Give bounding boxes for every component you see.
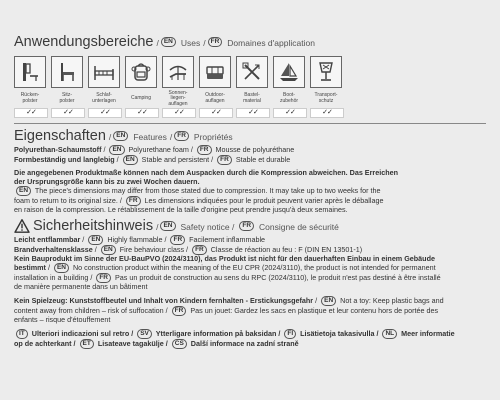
text-segment: enfants – risque d'étouffement <box>14 314 111 324</box>
text-line <box>14 263 486 273</box>
usage-item-label <box>162 90 194 108</box>
usage-item <box>125 56 157 118</box>
text-segment: Ulteriori indicazioni sul retro / <box>29 328 136 338</box>
subtitle-text: Safety notice / <box>180 221 235 232</box>
language-tag: EN <box>88 235 103 245</box>
usage-item-label-text: Rücken- polster <box>20 92 40 104</box>
language-tag: FR <box>170 235 185 245</box>
usage-item-label-text: Boot- zubehör <box>279 92 299 104</box>
text-segment: / <box>92 244 99 254</box>
language-tag: ET <box>80 339 94 349</box>
language-tag: SV <box>137 329 152 339</box>
usage-item-label <box>125 90 157 108</box>
safety-subtitle <box>153 217 339 235</box>
features-text <box>14 145 486 215</box>
language-tag: CS <box>172 339 187 349</box>
text-line <box>14 316 486 325</box>
usage-item-check: ✓✓ <box>88 108 122 118</box>
text-line <box>14 206 486 215</box>
usage-icon-frame <box>273 56 305 88</box>
usage-icon-frame <box>125 56 157 88</box>
text-segment: / <box>313 295 320 305</box>
text-segment: Pas un jouet: Gardez les sacs en plastique et leur contenu hors de portée des <box>188 305 439 315</box>
usage-item <box>162 56 194 118</box>
language-tag: FR <box>217 155 232 165</box>
text-segment: Mousse de polyuréthane <box>213 144 295 154</box>
sleeping-mat-icon <box>92 60 116 84</box>
text-segment: Highly flammable / <box>105 234 169 244</box>
text-segment: / <box>45 263 52 273</box>
text-segment: No construction product within the meaning of the EU CPR (2024/3110), the product is not intended for permanent <box>70 263 436 273</box>
text-segment: installation in a building / <box>14 273 95 283</box>
usage-icon-row <box>14 56 486 118</box>
usage-item-check: ✓✓ <box>236 108 270 118</box>
usage-item-check: ✓✓ <box>14 108 48 118</box>
text-segment: / <box>101 144 108 154</box>
subtitle-text: Propriétés <box>193 132 233 142</box>
subtitle-separator: / <box>108 132 112 142</box>
text-segment: Facilement inflammable <box>187 234 266 244</box>
text-segment: / <box>114 154 121 164</box>
usage-item-label-text: Schlaf- unterlagen <box>92 92 116 104</box>
language-tag: EN <box>16 186 31 196</box>
subtitle-text: Domaines d'application <box>227 38 315 48</box>
text-segment: de manière permanente dans un bâtiment <box>14 282 148 292</box>
usage-item-check: ✓✓ <box>273 108 307 118</box>
language-tag: EN <box>101 245 116 255</box>
text-segment: en raison de la compression. Le rétablissement de la taille d'origine peut prendre jusqu'à deux semaines. <box>14 205 348 215</box>
boat-icon <box>277 60 301 84</box>
text-segment: Stable and persistent / <box>139 154 216 164</box>
seat-cushion-icon <box>55 60 79 84</box>
usage-item-check: ✓✓ <box>162 108 196 118</box>
usage-subtitle <box>153 33 314 51</box>
text-segment: Kein Bauprodukt im Sinne der EU-BauPVO (2024/3110), das Produkt ist nicht für den dauerhaften Einbau in einem Gebäude <box>14 253 435 263</box>
usage-item-label <box>14 90 46 108</box>
usage-item <box>310 56 342 118</box>
text-segment: op de achterkant / <box>14 338 78 348</box>
divider <box>14 123 486 124</box>
text-segment: Les dimensions indiquées pour le produit peuvent varier après le déballage <box>142 196 384 206</box>
language-tag: FR <box>239 221 254 231</box>
subtitle-text: Consigne de sécurité <box>259 221 339 232</box>
text-line <box>14 255 486 264</box>
usage-icon-frame <box>310 56 342 88</box>
usage-header <box>14 33 486 51</box>
usage-item-label <box>88 90 120 108</box>
text-segment: / <box>80 234 87 244</box>
usage-icon-frame <box>14 56 46 88</box>
text-segment: Meer informatie <box>399 328 455 338</box>
product-label <box>14 33 486 349</box>
text-line <box>14 178 486 187</box>
features-header <box>14 127 486 145</box>
subtitle-separator: / <box>203 38 206 48</box>
language-tag: FR <box>208 37 223 47</box>
text-line <box>14 145 486 155</box>
usage-item-label-text: Transport- schutz <box>314 92 338 104</box>
text-segment: bestimmt <box>14 263 46 273</box>
safety-header <box>14 217 486 235</box>
usage-icon-frame <box>51 56 83 88</box>
outdoor-cushion-icon <box>203 60 227 84</box>
text-segment: Další informace na zadní straně <box>188 338 299 348</box>
usage-item-label-text: Bastel- material <box>243 92 261 104</box>
features-title: Eigenschaften <box>14 128 106 144</box>
subtitle-text: Uses <box>180 38 201 48</box>
language-tag: FR <box>96 273 111 283</box>
text-segment: Polyurethan-Schaumstoff <box>14 144 102 154</box>
language-tag: EN <box>109 145 124 155</box>
usage-item <box>273 56 305 118</box>
text-segment: Kein Spielzeug: Kunststoffbeutel und Inhalt von Kindern fernhalten - Erstickungsgefahr <box>14 295 314 305</box>
language-tag: EN <box>123 155 138 165</box>
usage-icon-frame <box>162 56 194 88</box>
text-segment: Brandverhaltensklasse <box>14 244 93 254</box>
text-segment: Ytterligare information på baksidan / <box>153 328 283 338</box>
text-segment: Leicht entflammbar <box>14 234 81 244</box>
usage-item-label-text: Sitz- polster <box>59 92 75 104</box>
usage-item <box>199 56 231 118</box>
text-segment: Formbeständig und langlebig <box>14 154 115 164</box>
text-segment: Pas un produit de construction au sens du RPC (2024/3110), le produit n'est pas destiné à être installé <box>112 273 441 283</box>
safety-text <box>14 235 486 349</box>
usage-icon-frame <box>199 56 231 88</box>
usage-item-label-text: Sonnen- liegen- auflagen <box>168 89 188 107</box>
text-segment: The piece's dimensions may differ from those stated due to compression. It may take up to two weeks for the <box>33 186 381 196</box>
usage-item-label <box>51 90 83 108</box>
usage-item-label <box>236 90 268 108</box>
text-line <box>14 296 486 306</box>
text-segment: Fire behaviour class / <box>117 244 191 254</box>
usage-item-label <box>199 90 231 108</box>
usage-item-label-text: Camping <box>130 95 151 102</box>
language-tag: EN <box>321 296 336 306</box>
subtitle-separator: / <box>156 38 159 48</box>
language-tag: NL <box>382 329 397 339</box>
subtitle-separator: / <box>169 132 173 142</box>
usage-title: Anwendungsbereiche <box>14 34 154 50</box>
language-tag: FR <box>197 145 212 155</box>
text-segment: Stable et durable <box>233 154 291 164</box>
craft-icon <box>240 60 264 84</box>
usage-icon-frame <box>88 56 120 88</box>
warning-triangle-icon <box>14 219 30 233</box>
usage-item <box>88 56 120 118</box>
text-segment: content away from children – risk of suffocation / <box>14 305 170 315</box>
subtitle-text: Features <box>133 132 167 142</box>
language-tag: EN <box>160 221 175 231</box>
usage-item <box>51 56 83 118</box>
language-tag: IT <box>16 329 28 339</box>
text-segment: Die angegebenen Produktmaße können nach dem Auspacken durch die Kompression abweichen. Das Erreichen <box>14 168 398 177</box>
text-segment: Lisateave tagaküljе / <box>95 338 170 348</box>
text-line <box>14 235 486 245</box>
language-tag: FI <box>284 329 296 339</box>
subtitle-separator: / <box>156 221 159 232</box>
features-subtitle <box>106 127 233 145</box>
language-tag: FR <box>126 196 141 206</box>
usage-item-label-text: Outdoor- auflagen <box>205 92 225 104</box>
safety-title: Sicherheitshinweis <box>33 217 154 234</box>
text-line <box>14 186 486 196</box>
language-tag: FR <box>172 306 187 316</box>
usage-item-check: ✓✓ <box>51 108 85 118</box>
text-segment: der Ursprungsgröße kann bis zu zwei Wochen dauern. <box>14 176 200 186</box>
language-tag: EN <box>161 37 176 47</box>
text-line <box>14 339 486 349</box>
usage-item-label <box>273 90 305 108</box>
usage-icon-frame <box>236 56 268 88</box>
text-line <box>14 329 486 339</box>
language-tag: FR <box>174 131 189 141</box>
transport-icon <box>314 60 338 84</box>
text-segment: Polyurethane foam / <box>126 144 195 154</box>
sunlounger-icon <box>166 60 190 84</box>
language-tag: FR <box>192 245 207 255</box>
usage-item-check: ✓✓ <box>199 108 233 118</box>
backrest-icon <box>18 60 42 84</box>
usage-item-label <box>310 90 342 108</box>
text-segment: foam to return to its original size. / <box>14 196 124 206</box>
usage-item-check: ✓✓ <box>310 108 344 118</box>
text-line <box>14 155 486 165</box>
text-segment: Lisätietoja takasivulla / <box>298 328 381 338</box>
camping-icon <box>129 60 153 84</box>
usage-item <box>14 56 46 118</box>
language-tag: EN <box>113 131 128 141</box>
usage-item-check: ✓✓ <box>125 108 159 118</box>
usage-item <box>236 56 268 118</box>
language-tag: EN <box>54 263 69 273</box>
text-segment: Not a toy: Keep plastic bags and <box>338 295 444 305</box>
text-segment: Classe de réaction au feu : F (DIN EN 13501-1) <box>208 244 363 254</box>
text-line <box>14 283 486 292</box>
